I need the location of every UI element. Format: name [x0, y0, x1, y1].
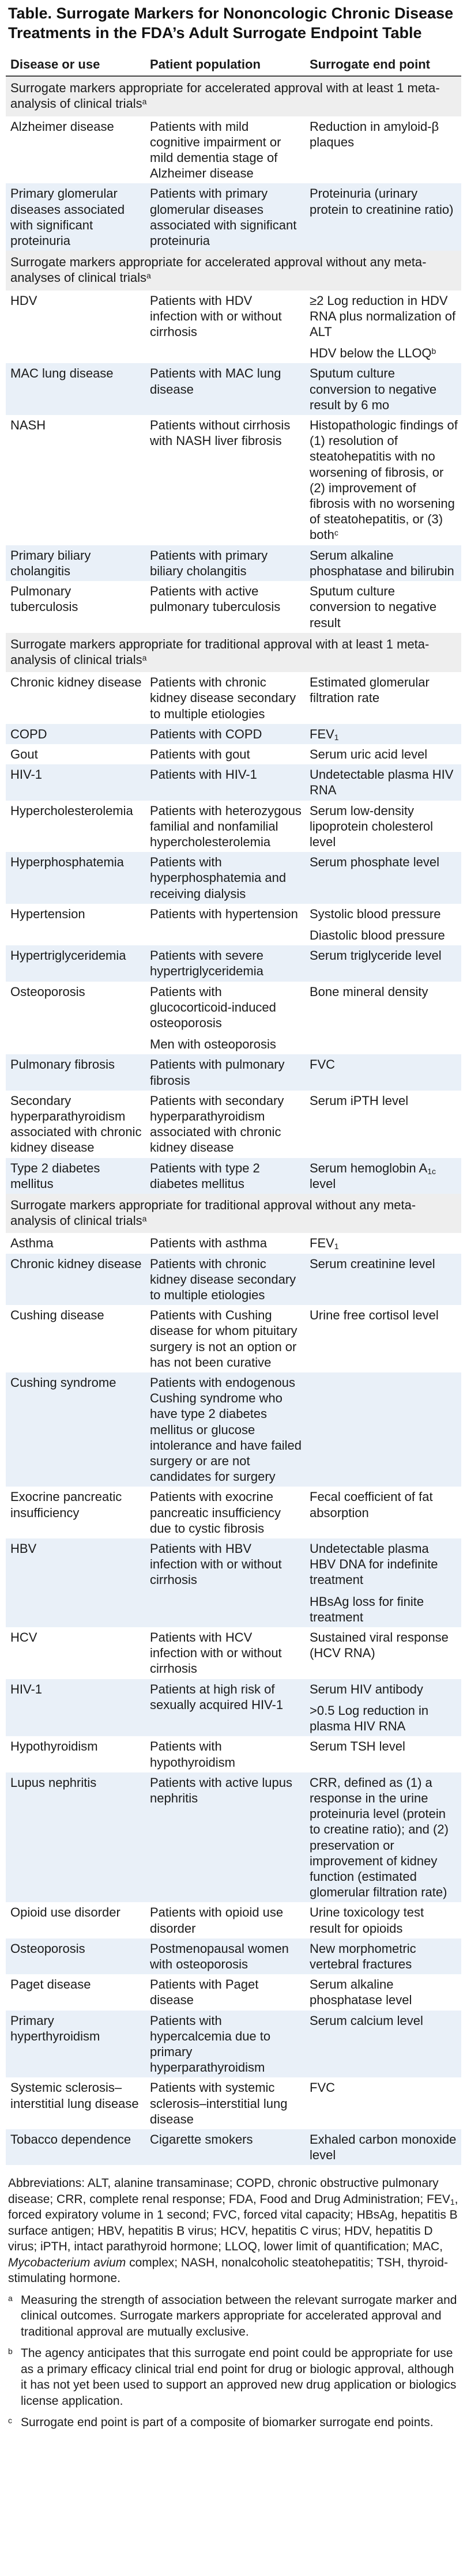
cell-endpoint	[305, 183, 461, 251]
population-text: Patients with mild cognitive impairment or mild dementia stage of Alzheimer disease	[150, 119, 281, 181]
cell-population	[145, 1538, 305, 1627]
cell-population	[145, 1772, 305, 1903]
disease-text: HCV	[10, 1630, 37, 1645]
endpoint-text: Bone mineral density	[310, 984, 428, 999]
population-text: Patients with severe hypertriglyceridemia	[150, 948, 263, 979]
cell-disease	[6, 1372, 145, 1487]
endpoint-text: New morphometric vertebral fractures	[310, 1941, 416, 1971]
disease-text: Exocrine pancreatic insufficiency	[10, 1489, 122, 1520]
cell-disease	[6, 1158, 145, 1194]
cell-endpoint	[305, 2129, 461, 2165]
cell-endpoint	[305, 724, 461, 744]
cell-disease	[6, 545, 145, 581]
cell-endpoint	[305, 1974, 461, 2010]
cell-population	[145, 744, 305, 764]
endpoint-text: >0.5 Log reduction in plasma HIV RNA	[310, 1703, 429, 1734]
cell-endpoint	[305, 116, 461, 184]
endpoint-text: FEV	[310, 1236, 334, 1251]
table-row	[6, 1938, 461, 1974]
cell-population	[145, 1054, 305, 1090]
endpoint-text: Proteinuria (urinary protein to creatinine ratio)	[310, 186, 454, 217]
table-row	[6, 1627, 461, 1679]
cell-endpoint	[305, 581, 461, 633]
cell-disease	[6, 1938, 145, 1974]
table-row	[6, 1538, 461, 1627]
population-text: Patients with asthma	[150, 1236, 267, 1251]
cell-disease	[6, 724, 145, 744]
table-row	[6, 1233, 461, 1253]
cell-disease	[6, 764, 145, 800]
disease-text: Hypothyroidism	[10, 1739, 98, 1754]
table-row	[6, 1091, 461, 1158]
cell-endpoint	[305, 945, 461, 981]
cell-population	[145, 672, 305, 724]
cell-population	[145, 1372, 305, 1487]
cell-disease	[6, 415, 145, 545]
cell-disease	[6, 363, 145, 415]
disease-text: Secondary hyperparathyroidism associated with chronic kidney disease	[10, 1093, 142, 1155]
disease-text: Opioid use disorder	[10, 1905, 120, 1920]
disease-text: COPD	[10, 726, 47, 741]
disease-text: Alzheimer disease	[10, 119, 114, 134]
cell-population	[145, 363, 305, 415]
disease-text: Chronic kidney disease	[10, 1256, 142, 1271]
disease-text: HBV	[10, 1541, 37, 1556]
endpoint-subscript: 1	[334, 1242, 339, 1251]
endpoint-text: Urine free cortisol level	[310, 1308, 439, 1323]
cell-population	[145, 1679, 305, 1737]
table-row	[6, 1772, 461, 1903]
table-row	[6, 672, 461, 724]
population-text: Patients with primary biliary cholangitis	[150, 548, 268, 578]
population-text: Patients with COPD	[150, 726, 262, 741]
cell-population	[145, 2077, 305, 2129]
cell-disease	[6, 1974, 145, 2010]
cell-endpoint	[305, 1902, 461, 1938]
cell-population	[145, 1158, 305, 1194]
cell-disease	[6, 116, 145, 184]
cell-endpoint	[305, 982, 461, 1055]
spacer	[310, 1697, 458, 1703]
endpoint-text: Undetectable plasma HIV RNA	[310, 767, 454, 798]
section-label-text: Surrogate markers appropriate for accelerated approval with at least 1 meta-analysis of clinical trials	[10, 81, 440, 111]
cell-endpoint	[305, 291, 461, 364]
disease-text: Osteoporosis	[10, 984, 85, 999]
population-text: Patients with chronic kidney disease secondary to multiple etiologies	[150, 1256, 296, 1303]
population-text: Patients with pulmonary fibrosis	[150, 1057, 285, 1088]
cell-population	[145, 415, 305, 545]
cell-disease	[6, 852, 145, 904]
cell-endpoint	[305, 904, 461, 945]
table-row	[6, 724, 461, 744]
population-text: Patients with hypertension	[150, 906, 298, 921]
section-header	[6, 251, 461, 290]
endpoint-text: Estimated glomerular filtration rate	[310, 675, 430, 706]
disease-text: HIV-1	[10, 1681, 43, 1696]
disease-text: Paget disease	[10, 1977, 91, 1992]
cell-population	[145, 545, 305, 581]
endpoint-text: Serum hemoglobin A	[310, 1160, 428, 1175]
cell-population	[145, 1736, 305, 1772]
disease-text: Cushing disease	[10, 1308, 104, 1323]
section-label	[6, 251, 461, 290]
cell-endpoint	[305, 1487, 461, 1538]
table-row	[6, 1305, 461, 1372]
abbreviations: Abbreviations: ALT, alanine transaminase; COPD, chronic obstructive pulmonary disease; CRR, complete renal response; FDA, Food and Drug Administration; $FEV_1$, forced expiratory volume in 1 second; FVC, forced vital capacity; HBsAg, hepatitis B surface antigen; HBV, hepatitis B virus; HCV, hepatitis C virus; HDV, hepatitis D virus; iPTH, intact parathyroid hormone; LLOQ, lower limit of quantification; MAC, Mycobacterium avium complex; NASH, nonalcoholic steatohepatitis; TSH, thyroid-stimulating hormone.	[8, 2177, 458, 2285]
endpoint-text: Serum iPTH level	[310, 1093, 409, 1108]
cell-population	[145, 291, 305, 364]
table-row	[6, 1679, 461, 1737]
population-text: Patients with primary glomerular diseases associated with significant proteinuria	[150, 186, 297, 248]
cell-endpoint	[305, 1679, 461, 1737]
endpoint-text: Sputum culture conversion to negative result by 6 mo	[310, 366, 437, 412]
cell-endpoint	[305, 415, 461, 545]
cell-endpoint	[305, 1372, 461, 1487]
table-body	[6, 76, 461, 2165]
table-row	[6, 2011, 461, 2078]
cell-population	[145, 1233, 305, 1253]
population-text: Patients with active lupus nephritis	[150, 1775, 293, 1805]
endpoint-text: level	[310, 1176, 336, 1191]
table-header	[6, 52, 461, 76]
population-text: Patients with endogenous Cushing syndrome who have type 2 diabetes mellitus or glucose intolerance and have failed surgery or are not candidates for surgery	[150, 1375, 302, 1484]
cell-disease	[6, 945, 145, 981]
cell-disease	[6, 183, 145, 251]
disease-text: Asthma	[10, 1236, 54, 1251]
cell-endpoint	[305, 744, 461, 764]
cell-endpoint	[305, 1538, 461, 1627]
endpoint-text: HBsAg loss for finite treatment	[310, 1594, 424, 1624]
disease-text: Chronic kidney disease	[10, 675, 142, 690]
cell-endpoint	[305, 801, 461, 853]
cell-disease	[6, 1627, 145, 1679]
section-label	[6, 76, 461, 116]
section-label	[6, 633, 461, 672]
endpoint-subscript: 1c	[427, 1166, 436, 1176]
endpoint-text: Serum triglyceride level	[310, 948, 442, 963]
cell-endpoint	[305, 1627, 461, 1679]
disease-text: Lupus nephritis	[10, 1775, 97, 1790]
cell-disease	[6, 982, 145, 1055]
footnote-mark: a	[142, 1214, 147, 1224]
endpoint-subscript: 1	[334, 732, 339, 742]
endpoint-text: CRR, defined as (1) a response in the urine proteinuria level (protein to creatine ratio); and (2) preservation or improvement of kidney function (estimated glomerular filtration rate)	[310, 1775, 449, 1900]
cell-population	[145, 183, 305, 251]
population-text: Postmenopausal women with osteoporosis	[150, 1941, 289, 1971]
disease-text: Systemic sclerosis–interstitial lung disease	[10, 2080, 139, 2111]
endpoint-text: Serum alkaline phosphatase and bilirubin	[310, 548, 454, 578]
table-row	[6, 545, 461, 581]
table-title: Table. Surrogate Markers for Nononcologic Chronic Disease Treatments in the FDA’s Adult Surrogate Endpoint Table	[8, 5, 454, 42]
footnote-mark: a	[142, 97, 147, 107]
table-row	[6, 291, 461, 364]
population-text: Patients with Paget disease	[150, 1977, 259, 2008]
cell-endpoint	[305, 1254, 461, 1306]
cell-disease	[6, 1254, 145, 1306]
endpoint-text: Serum creatinine level	[310, 1256, 435, 1271]
table-row	[6, 183, 461, 251]
endpoint-text: FVC	[310, 2080, 335, 2095]
cell-population	[145, 852, 305, 904]
cell-disease	[6, 291, 145, 364]
population-text: Cigarette smokers	[150, 2132, 253, 2147]
cell-endpoint	[305, 1158, 461, 1194]
endpoint-text: HDV below the LLOQ	[310, 346, 432, 361]
cell-disease	[6, 672, 145, 724]
cell-population	[145, 1938, 305, 1974]
population-text: Patients with hypercalcemia due to primary hyperparathyroidism	[150, 2013, 271, 2075]
endpoint-text: FEV	[310, 726, 334, 741]
endpoint-text: Serum TSH level	[310, 1739, 405, 1754]
population-text: Patients with MAC lung disease	[150, 366, 281, 397]
table-row	[6, 904, 461, 945]
table-row	[6, 116, 461, 184]
table-row	[6, 1736, 461, 1772]
cell-population	[145, 945, 305, 981]
endpoint-text: Reduction in amyloid-β plaques	[310, 119, 439, 149]
table-row	[6, 1974, 461, 2010]
table-row	[6, 1054, 461, 1090]
cell-disease	[6, 1538, 145, 1627]
section-label-text: Surrogate markers appropriate for traditional approval with at least 1 meta-analysis of clinical trials	[10, 636, 430, 667]
cell-endpoint	[305, 1938, 461, 1974]
table-row	[6, 1372, 461, 1487]
header-population: Patient population	[145, 52, 305, 76]
footnote-a: a Measuring the strength of association between the relevant surrogate marker and clinical outcomes. Surrogate markers appropriate for accelerated approval and traditional approval are mutually exclusive.	[8, 2293, 457, 2339]
population-text: Patients with exocrine pancreatic insufficiency due to cystic fibrosis	[150, 1489, 281, 1536]
endpoint-text: Sustained viral response (HCV RNA)	[310, 1630, 449, 1661]
cell-disease	[6, 581, 145, 633]
population-text: Patients with gout	[150, 746, 250, 761]
table-row	[6, 801, 461, 853]
disease-text: Hypertension	[10, 906, 85, 921]
endpoint-text: Exhaled carbon monoxide level	[310, 2132, 457, 2163]
section-label-text: Surrogate markers appropriate for traditional approval without any meta-analysis of clinical trials	[10, 1198, 416, 1228]
cell-endpoint	[305, 764, 461, 800]
disease-text: Primary biliary cholangitis	[10, 548, 91, 578]
population-text: Patients with type 2 diabetes mellitus	[150, 1160, 260, 1191]
footnote-mark: a	[142, 653, 147, 662]
cell-endpoint	[305, 2011, 461, 2078]
cell-disease	[6, 1679, 145, 1737]
population-text: Patients with Cushing disease for whom pituitary surgery is not an option or has not been curative	[150, 1308, 297, 1370]
disease-text: HDV	[10, 293, 37, 308]
population-text: Patients with hypothyroidism	[150, 1739, 235, 1770]
cell-endpoint	[305, 1091, 461, 1158]
endpoint-text: Serum uric acid level	[310, 746, 428, 761]
cell-population	[145, 982, 305, 1055]
cell-disease	[6, 1054, 145, 1090]
endpoint-text: Serum alkaline phosphatase level	[310, 1977, 412, 2008]
footnote-mark: b	[431, 346, 436, 356]
endpoint-text: Serum HIV antibody	[310, 1681, 423, 1696]
footnote-b: b The agency anticipates that this surrogate end point could be appropriate for use as a primary efficacy clinical trial end point for drug or biologic approval, although it has not yet been used to support an approved new drug application or biologics license application.	[8, 2347, 457, 2408]
spacer	[310, 340, 458, 345]
endpoint-text: Urine toxicology test result for opioids	[310, 1905, 424, 1936]
population-text: Patients with opioid use disorder	[150, 1905, 284, 1936]
cell-endpoint	[305, 1054, 461, 1090]
population-text: Patients without cirrhosis with NASH liver fibrosis	[150, 418, 291, 448]
endpoint-text: Sputum culture conversion to negative result	[310, 584, 437, 630]
cell-endpoint	[305, 1233, 461, 1253]
population-text: Patients with hyperphosphatemia and receiving dialysis	[150, 855, 287, 901]
table-row	[6, 2077, 461, 2129]
table-row	[6, 982, 461, 1055]
footnote-c: c Surrogate end point is part of a composite of biomarker surrogate end points.	[8, 2416, 434, 2430]
table-row	[6, 1254, 461, 1306]
cell-population	[145, 1091, 305, 1158]
cell-disease	[6, 2011, 145, 2078]
table-row	[6, 1902, 461, 1938]
population-text: Patients with secondary hyperparathyroidism associated with chronic kidney disease	[150, 1093, 284, 1155]
cell-disease	[6, 1772, 145, 1903]
spacer	[150, 1031, 302, 1036]
cell-population	[145, 1974, 305, 2010]
disease-text: Primary hyperthyroidism	[10, 2013, 100, 2043]
section-label-text: Surrogate markers appropriate for accelerated approval without any meta-analyses of clinical trials	[10, 255, 427, 285]
cell-population	[145, 581, 305, 633]
table-row	[6, 581, 461, 633]
cell-endpoint	[305, 672, 461, 724]
population-text: Patients with chronic kidney disease secondary to multiple etiologies	[150, 675, 296, 721]
endpoint-text: Fecal coefficient of fat absorption	[310, 1489, 433, 1520]
endpoint-text: Histopathologic findings of (1) resolution of steatohepatitis with no worsening of fibrosis, or (2) improvement of fibrosis with no worsening of steatohepatitis, or (3) both	[310, 418, 458, 542]
disease-text: Hyperphosphatemia	[10, 855, 124, 870]
disease-text: HIV-1	[10, 767, 43, 782]
cell-population	[145, 1902, 305, 1938]
footnote-mark: a	[146, 271, 151, 281]
cell-disease	[6, 904, 145, 945]
disease-text: Pulmonary fibrosis	[10, 1057, 115, 1072]
cell-population	[145, 724, 305, 744]
endpoint-text: Serum low-density lipoprotein cholesterol level	[310, 803, 434, 849]
footnote-mark: c	[334, 528, 338, 538]
disease-text: MAC lung disease	[10, 366, 114, 381]
disease-text: Type 2 diabetes mellitus	[10, 1160, 100, 1191]
population-text: Patients with systemic sclerosis–interstitial lung disease	[150, 2080, 288, 2126]
cell-population	[145, 2129, 305, 2165]
endpoint-text: Diastolic blood pressure	[310, 927, 445, 942]
table-row	[6, 415, 461, 545]
cell-population	[145, 1487, 305, 1538]
population-text: Men with osteoporosis	[150, 1037, 276, 1052]
surrogate-table	[6, 52, 461, 2165]
table-row	[6, 764, 461, 800]
cell-population	[145, 116, 305, 184]
population-text: Patients with HIV-1	[150, 767, 257, 782]
population-text: Patients with heterozygous familial and nonfamilial hypercholesterolemia	[150, 803, 302, 849]
table-row	[6, 1158, 461, 1194]
section-label	[6, 1194, 461, 1233]
cell-population	[145, 1627, 305, 1679]
population-text: Patients with HDV infection with or without cirrhosis	[150, 293, 282, 340]
cell-endpoint	[305, 1736, 461, 1772]
endpoint-text: Undetectable plasma HBV DNA for indefinite treatment	[310, 1541, 438, 1587]
disease-text: Primary glomerular diseases associated with significant proteinuria	[10, 186, 125, 248]
cell-population	[145, 1305, 305, 1372]
cell-population	[145, 2011, 305, 2078]
population-text: Patients with HCV infection with or without cirrhosis	[150, 1630, 282, 1676]
table-row	[6, 363, 461, 415]
endpoint-text: Systolic blood pressure	[310, 906, 441, 921]
cell-disease	[6, 744, 145, 764]
cell-endpoint	[305, 363, 461, 415]
cell-endpoint	[305, 1305, 461, 1372]
disease-text: Osteoporosis	[10, 1941, 85, 1956]
cell-disease	[6, 801, 145, 853]
table-row	[6, 945, 461, 981]
table-row	[6, 852, 461, 904]
spacer	[310, 922, 458, 927]
population-text: Patients at high risk of sexually acquired HIV-1	[150, 1681, 284, 1712]
cell-population	[145, 764, 305, 800]
disease-text: NASH	[10, 418, 46, 433]
cell-disease	[6, 2129, 145, 2165]
cell-disease	[6, 1305, 145, 1372]
population-text: Patients with active pulmonary tuberculosis	[150, 584, 281, 614]
endpoint-text: ≥2 Log reduction in HDV RNA plus normalization of ALT	[310, 293, 456, 340]
cell-endpoint	[305, 545, 461, 581]
disease-text: Hypercholesterolemia	[10, 803, 133, 818]
endpoint-text: FVC	[310, 1057, 335, 1072]
cell-endpoint	[305, 1772, 461, 1903]
cell-population	[145, 904, 305, 945]
table-row	[6, 2129, 461, 2165]
section-header	[6, 76, 461, 116]
cell-population	[145, 801, 305, 853]
cell-disease	[6, 1091, 145, 1158]
table-row	[6, 744, 461, 764]
cell-disease	[6, 1233, 145, 1253]
spacer	[310, 1588, 458, 1594]
cell-endpoint	[305, 852, 461, 904]
disease-text: Tobacco dependence	[10, 2132, 131, 2147]
header-endpoint: Surrogate end point	[305, 52, 461, 76]
cell-disease	[6, 1487, 145, 1538]
disease-text: Cushing syndrome	[10, 1375, 116, 1390]
disease-text: Hypertriglyceridemia	[10, 948, 126, 963]
population-text: Patients with HBV infection with or without cirrhosis	[150, 1541, 282, 1587]
cell-disease	[6, 1902, 145, 1938]
header-disease: Disease or use	[6, 52, 145, 76]
cell-disease	[6, 1736, 145, 1772]
cell-disease	[6, 2077, 145, 2129]
section-header	[6, 1194, 461, 1233]
section-header	[6, 633, 461, 672]
cell-population	[145, 1254, 305, 1306]
endpoint-text: Serum phosphate level	[310, 855, 440, 870]
table-footer	[8, 2175, 459, 2431]
endpoint-text: Serum calcium level	[310, 2013, 423, 2028]
disease-text: Pulmonary tuberculosis	[10, 584, 78, 614]
population-text: Patients with glucocorticoid-induced osteoporosis	[150, 984, 276, 1030]
table-row	[6, 1487, 461, 1538]
cell-endpoint	[305, 2077, 461, 2129]
disease-text: Gout	[10, 746, 38, 761]
